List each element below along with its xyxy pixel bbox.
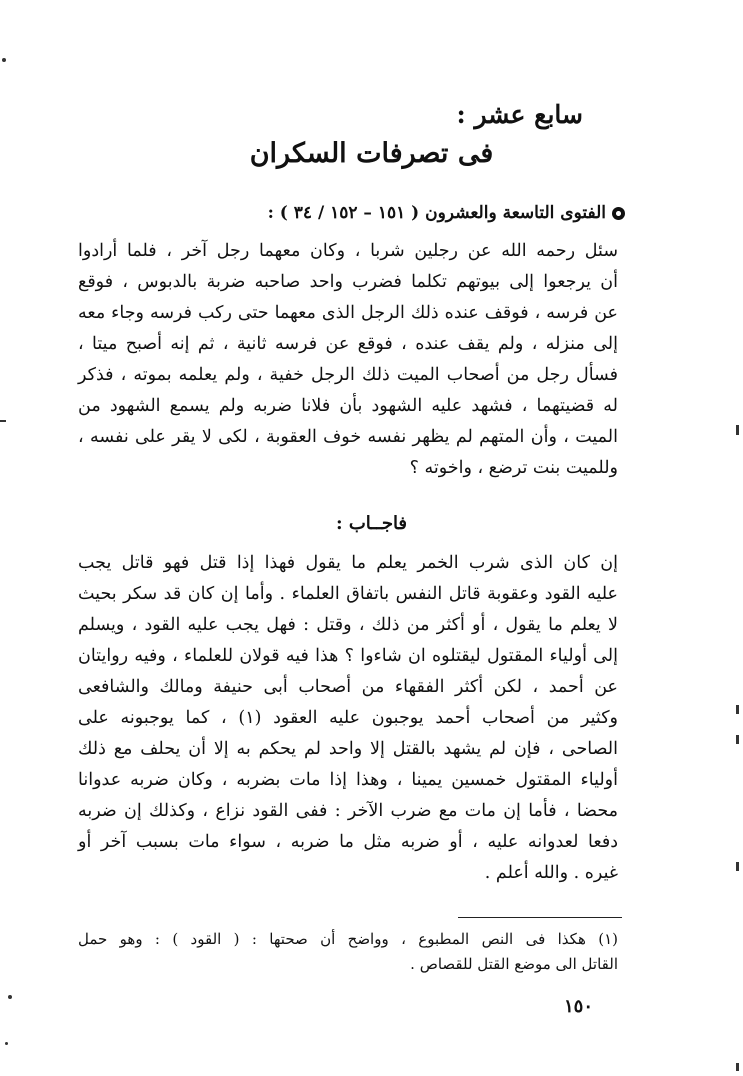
- fatwa-heading: [268, 203, 625, 223]
- answer-line: عليه القود وعقوبة قاتل النفس باتفاق العلماء . وأما إن كان قد سكر بحيث: [78, 584, 618, 604]
- answer-heading: فاجــاب :: [335, 513, 408, 534]
- question-line: الميت ، وأن المتهم لم يظهر نفسه خوف العقوبة ، لكى لا يقر على نفسه ،: [78, 427, 618, 447]
- answer-line: دفعا لعدوانه عليه ، أو ضربه مثل ما ضربه ، سواء مات بسبب آخر أو: [78, 832, 618, 852]
- question-line: عن فرسه ، فوقف عنده ذلك الرجل الذى معهما حتى ركب فرسه وجاء معه: [78, 303, 618, 323]
- answer-line: الصاحى ، فإن لم يشهد بالقتل إلا واحد لم يحكم به إلا أن يحلف مع ذلك: [78, 739, 618, 759]
- footnote-line: (١) هكذا فى النص المطبوع ، وواضح أن صحتها : ( القود ) : وهو حمل: [78, 930, 618, 948]
- scan-speck: [736, 862, 739, 871]
- answer-line: عن أحمد ، لكن أكثر الفقهاء من أصحاب أبى حنيفة ومالك والشافعى: [78, 677, 618, 697]
- answer-line: أولياء المقتول خمسين يمينا ، وهذا إذا مات بضربه ، وكان ضربه عدوانا: [78, 770, 618, 790]
- filled-circle-bullet-icon: [612, 207, 625, 220]
- scan-speck: [736, 705, 739, 714]
- answer-line: إلى أولياء المقتول ليقتلوه ان شاءوا ؟ هذا فيه قولان للعلماء ، وفيه روايتان: [78, 646, 618, 666]
- chapter-label: سابع عشر :: [456, 100, 583, 129]
- page-number: ١٥٠: [563, 996, 593, 1017]
- scan-speck: [5, 1042, 8, 1045]
- scan-speck: [736, 735, 739, 744]
- question-paragraph: [78, 236, 618, 484]
- scan-speck: [0, 420, 6, 422]
- question-line: وللميت بنت ترضع ، واخوته ؟: [409, 458, 618, 478]
- fatwa-heading-text: الفتوى التاسعة والعشرون ( ١٥١ – ١٥٢ / ٣٤ ) :: [267, 203, 606, 223]
- answer-line: وكثير من أصحاب أحمد يوجبون عليه العقود (١) ، كما يوجبونه على: [78, 708, 618, 728]
- question-line: إلى منزله ، ولم يقف عنده ، فوقع عن فرسه ثانية ، ثم إنه أصبح ميتا ،: [78, 334, 618, 354]
- scan-speck: [736, 1063, 739, 1071]
- answer-line: غيره . والله أعلم .: [484, 863, 618, 883]
- answer-line: لا يعلم ما يقول ، أو أكثر من ذلك ، وقتل : فهل يجب عليه القود ، ويسلم: [78, 615, 619, 635]
- question-line: سئل رحمه الله عن رجلين شربا ، وكان معهما رجل آخر ، فلما أرادوا: [78, 241, 618, 261]
- chapter-title: فى تصرفات السكران: [249, 138, 494, 169]
- footnote: [78, 927, 618, 977]
- answer-line: إن كان الذى شرب الخمر يعلم ما يقول فهذا إذا قتل فهو قاتل يجب: [78, 553, 618, 573]
- scan-speck: [736, 425, 739, 435]
- question-line: له قضيتهما ، فشهد عليه الشهود بأن فلانا ضربه ولم يسمع الشهود من: [78, 396, 618, 416]
- question-line: فسأل رجل من أصحاب الميت ذلك الرجل خفية ، ولم يعلمه بموته ، فذكر: [78, 365, 618, 385]
- answer-paragraph: [78, 548, 618, 889]
- footnote-line: القاتل الى موضع القتل للقصاص .: [410, 955, 618, 973]
- answer-line: محضا ، فأما إن مات مع ضرب الآخر : ففى القود نزاع ، وكذلك إن ضربه: [78, 801, 618, 821]
- question-line: أن يرجعوا إلى بيوتهم تكلما فضرب واحد صاحبه ضربة بالدبوس ، فوقع: [78, 272, 618, 292]
- scan-speck: [2, 58, 6, 62]
- scan-speck: [8, 995, 12, 999]
- footnote-divider: [458, 917, 622, 918]
